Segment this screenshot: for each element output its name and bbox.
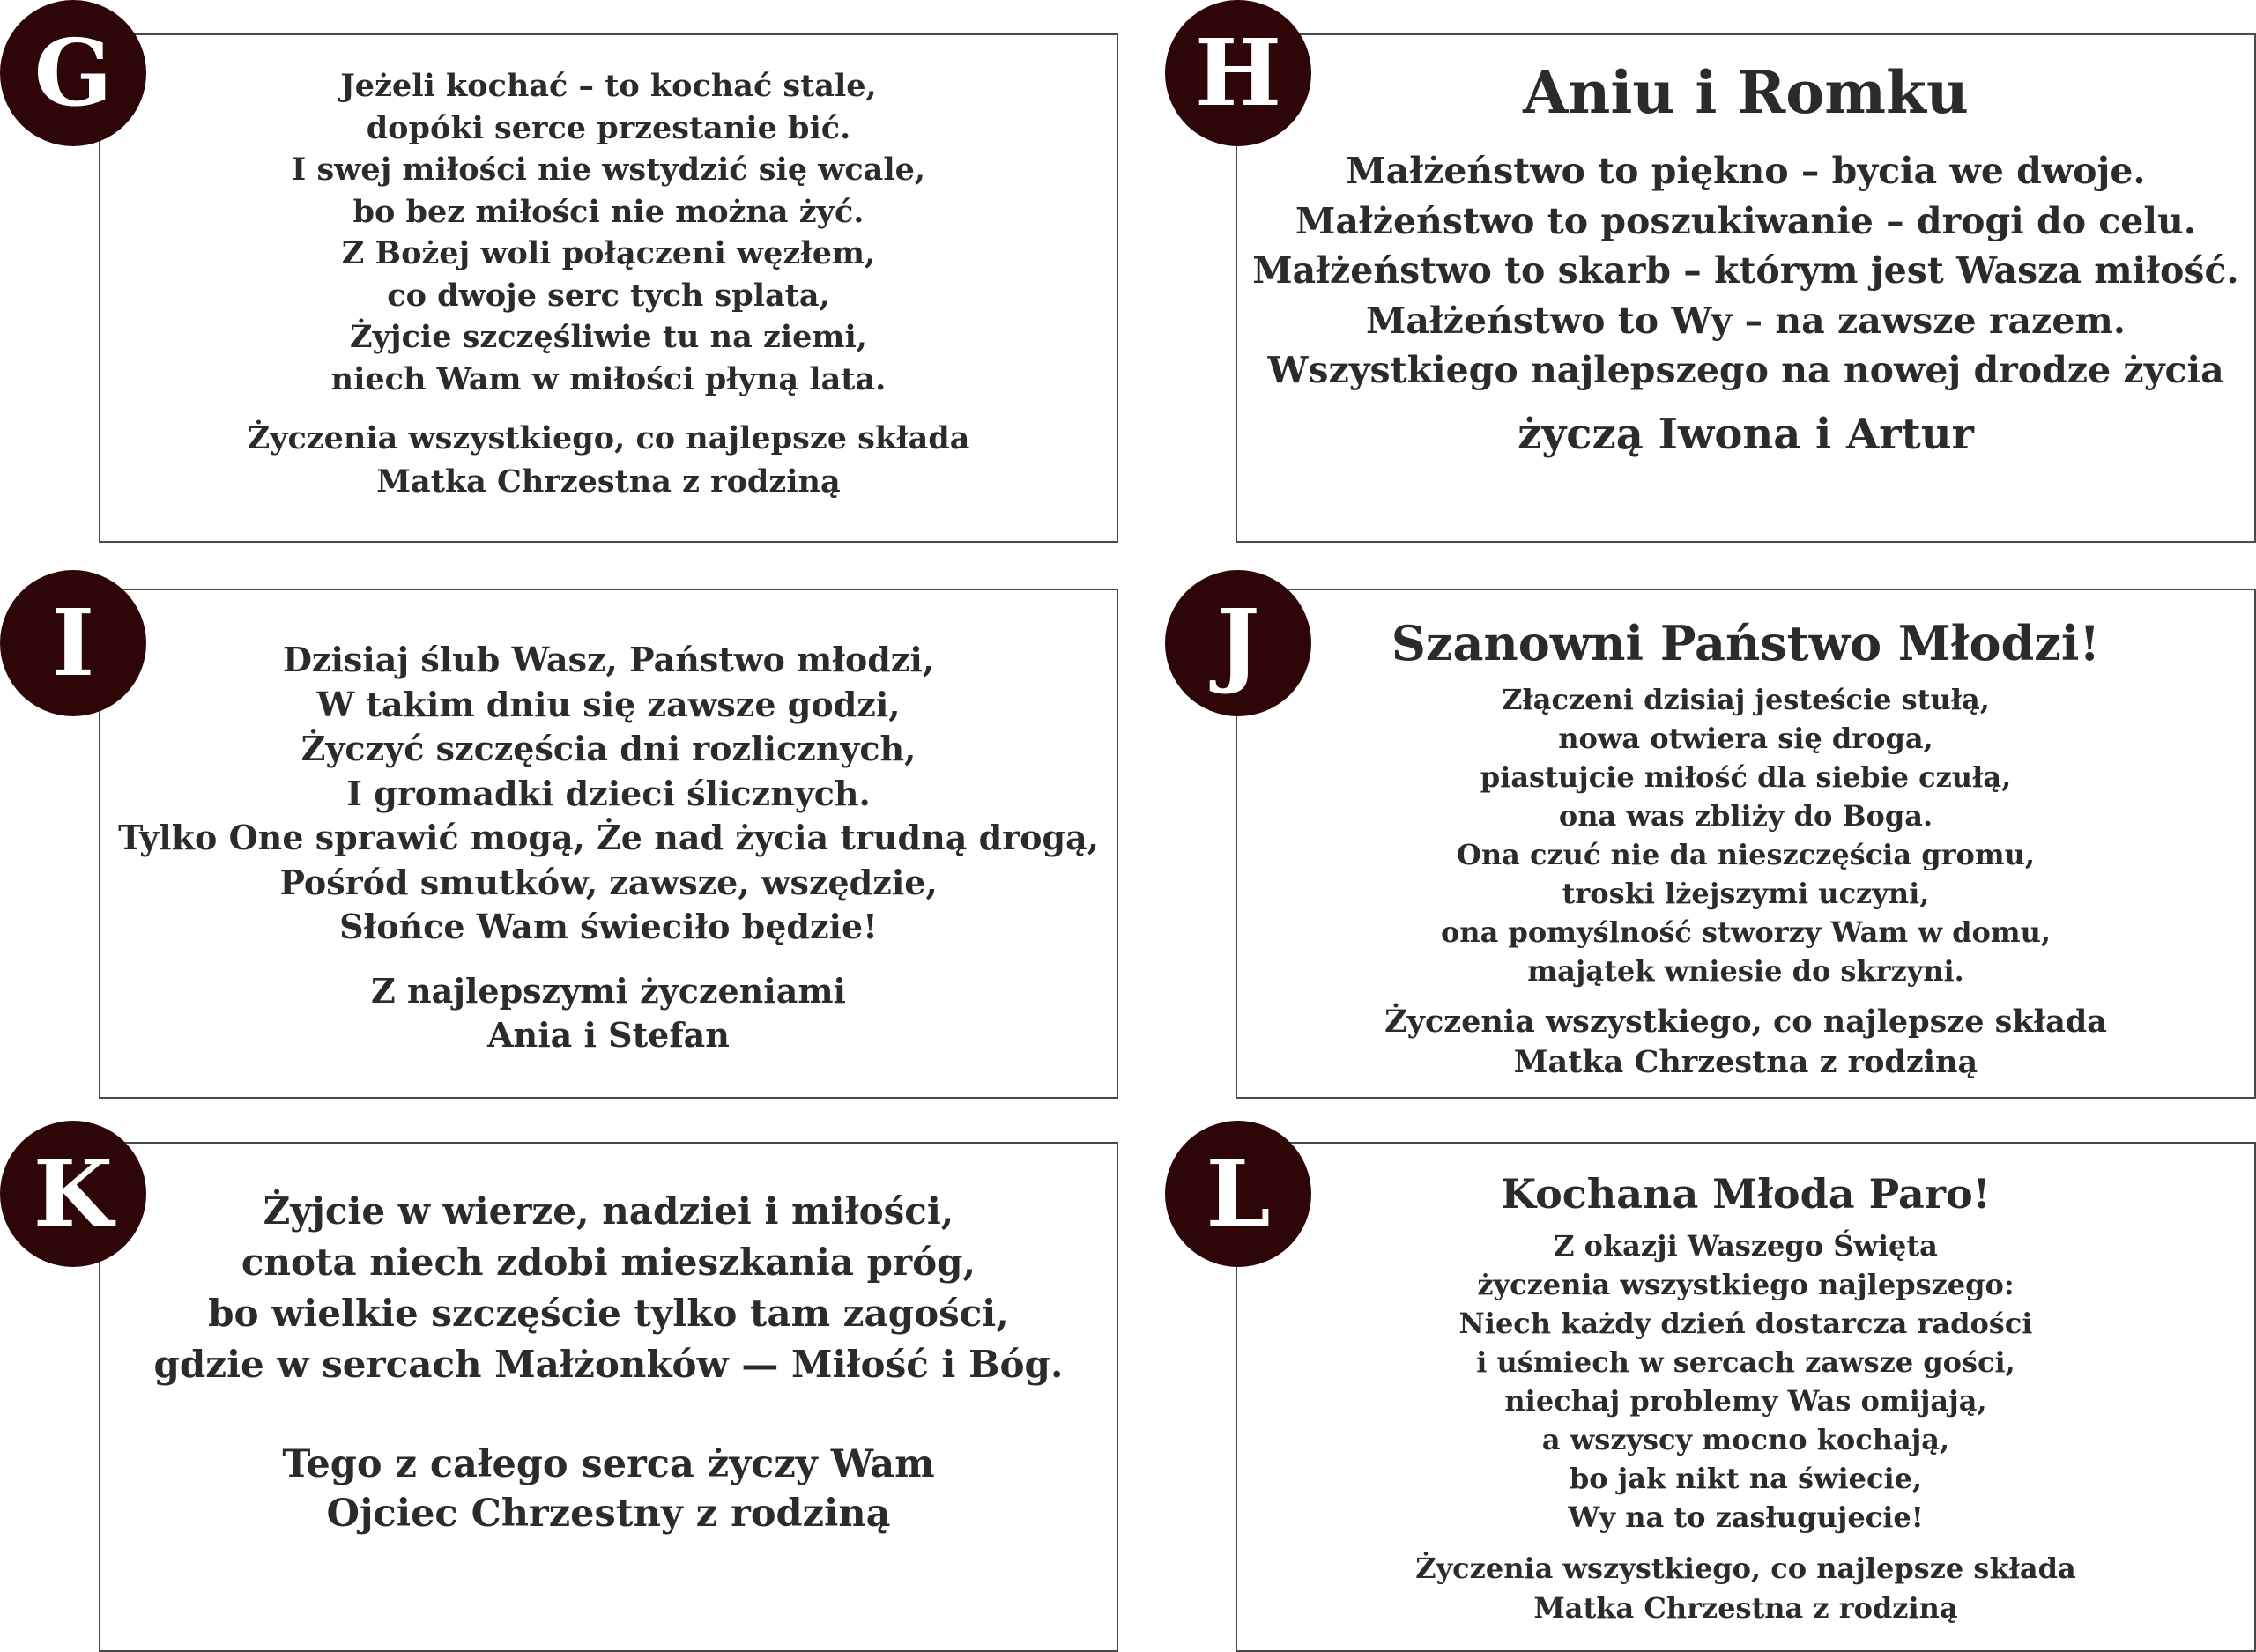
card-g-closing xyxy=(100,417,1117,503)
card-i-closing-line-2: Ania i Stefan xyxy=(487,1014,730,1055)
card-g-line-8: niech Wam w miłości płyną lata. xyxy=(330,360,887,397)
card-h-line-4: Małżeństwo to Wy – na zawsze razem. xyxy=(1365,299,2126,342)
card-g-closing-line-1: Życzenia wszystkiego, co najlepsze składa xyxy=(247,420,970,456)
card-j-line-5: Ona czuć nie da nieszczęścia gromu, xyxy=(1456,838,2036,871)
card-j-title: Szanowni Państwo Młodzi! xyxy=(1391,615,2101,671)
card-k-closing xyxy=(100,1440,1117,1538)
card-l-line-8: Wy na to zasługujecie! xyxy=(1568,1500,1924,1534)
card-i-line-3: Życzyć szczęścia dni rozlicznych, xyxy=(301,729,916,768)
card-h-title: Aniu i Romku xyxy=(1523,58,1969,127)
card-k-line-1: Żyjcie w wierze, nadziei i miłości, xyxy=(263,1189,954,1233)
card-k-line-2: cnota niech zdobi mieszkania próg, xyxy=(241,1241,976,1284)
card-j-closing-line-1: Życzenia wszystkiego, co najlepsze składa xyxy=(1384,1004,2107,1040)
card-k-text xyxy=(100,1186,1117,1538)
card-j-line-7: ona pomyślność stworzy Wam w domu, xyxy=(1440,915,2052,949)
card-i-line-4: I gromadki dzieci ślicznych. xyxy=(346,773,871,813)
card-h-line-2: Małżeństwo to poszukiwanie – drogi do celu. xyxy=(1295,199,2197,242)
card-i-line-1: Dzisiaj ślub Wasz, Państwo młodzi, xyxy=(282,640,935,679)
card-j-line-4: ona was zbliży do Boga. xyxy=(1558,799,1933,833)
card-k-letter-badge: K xyxy=(0,1121,146,1267)
card-i-line-2: W takim dniu się zawsze godzi, xyxy=(316,684,901,724)
card-g-line-5: Z Bożej woli połączeni węzłem, xyxy=(341,235,876,271)
card-l-line-2: życzenia wszystkiego najlepszego: xyxy=(1477,1268,2015,1301)
card-k xyxy=(99,1142,1118,1652)
card-h xyxy=(1236,33,2256,543)
card-i-line-6: Pośród smutków, zawsze, wszędzie, xyxy=(279,862,938,902)
card-j-line-1: Złączeni dzisiaj jesteście stułą, xyxy=(1502,683,1990,716)
card-j-line-8: majątek wniesie do skrzyni. xyxy=(1527,954,1964,988)
card-i-text xyxy=(100,638,1117,1057)
card-h-line-3: Małżeństwo to skarb – którym jest Wasza miłość. xyxy=(1252,249,2239,292)
card-i-closing-line-1: Z najlepszymi życzeniami xyxy=(371,970,846,1011)
card-j-line-3: piastujcie miłość dla siebie czułą, xyxy=(1480,760,2012,794)
card-h-closing-line-1: życzą Iwona i Artur xyxy=(1518,409,1974,459)
card-k-line-4: gdzie w sercach Małżonków — Miłość i Bóg. xyxy=(153,1343,1064,1386)
card-g-closing-line-2: Matka Chrzestna z rodziną xyxy=(376,463,841,500)
card-j-line-2: nowa otwiera się droga, xyxy=(1558,722,1933,755)
card-l-line-5: niechaj problemy Was omijają, xyxy=(1504,1384,1987,1418)
card-l-closing xyxy=(1237,1549,2254,1628)
card-j-closing xyxy=(1237,1002,2254,1083)
card-g-line-1: Jeżeli kochać – to kochać stale, xyxy=(340,68,877,104)
card-i-line-5: Tylko One sprawić mogą, Że nad życia trudną drogą, xyxy=(118,818,1099,857)
card-i-line-7: Słońce Wam świeciło będzie! xyxy=(339,907,878,946)
card-g-line-6: co dwoje serc tych splata, xyxy=(387,277,830,314)
card-j-text xyxy=(1237,610,2254,1083)
card-g-line-7: Żyjcie szczęśliwie tu na ziemi, xyxy=(350,319,867,355)
card-g xyxy=(99,33,1118,543)
card-h-text xyxy=(1237,53,2254,461)
card-l-line-6: a wszyscy mocno kochają, xyxy=(1541,1423,1950,1456)
card-l-text xyxy=(1237,1165,2254,1628)
card-l-line-3: Niech każdy dzień dostarcza radości xyxy=(1458,1307,2033,1340)
card-k-closing-line-1: Tego z całego serca życzy Wam xyxy=(282,1442,935,1486)
card-g-line-2: dopóki serce przestanie bić. xyxy=(366,109,851,146)
card-h-line-1: Małżeństwo to piękno – bycia we dwoje. xyxy=(1346,150,2146,192)
card-l-closing-line-1: Życzenia wszystkiego, co najlepsze składa xyxy=(1415,1552,2076,1585)
card-j xyxy=(1236,589,2256,1099)
card-i xyxy=(99,589,1118,1099)
card-k-line-3: bo wielkie szczęście tylko tam zagości, xyxy=(208,1292,1009,1335)
card-g-letter-badge: G xyxy=(0,0,146,146)
card-g-line-3: I swej miłości nie wstydzić się wcale, xyxy=(291,152,926,188)
card-l xyxy=(1236,1142,2256,1652)
card-i-letter-badge: I xyxy=(0,570,146,716)
card-j-line-6: troski lżejszymi uczyni, xyxy=(1562,877,1930,910)
card-l-line-4: i uśmiech w sercach zawsze gości, xyxy=(1476,1345,2015,1379)
card-j-closing-line-2: Matka Chrzestna z rodziną xyxy=(1513,1044,1978,1080)
card-l-letter-badge: L xyxy=(1165,1121,1311,1267)
card-l-title: Kochana Młoda Paro! xyxy=(1501,1170,1991,1218)
card-g-text xyxy=(100,65,1117,503)
card-l-line-7: bo jak nikt na świecie, xyxy=(1569,1462,1923,1495)
card-i-closing xyxy=(100,969,1117,1057)
card-h-line-5: Wszystkiego najlepszego na nowej drodze życia xyxy=(1267,349,2224,391)
card-j-letter-badge: J xyxy=(1165,570,1311,716)
card-k-closing-line-2: Ojciec Chrzestny z rodziną xyxy=(326,1492,891,1536)
card-l-line-1: Z okazji Waszego Święta xyxy=(1554,1229,1938,1263)
card-h-letter-badge: H xyxy=(1165,0,1311,146)
card-h-closing xyxy=(1237,408,2254,461)
card-l-closing-line-2: Matka Chrzestna z rodziną xyxy=(1533,1591,1958,1625)
card-g-line-4: bo bez miłości nie można żyć. xyxy=(352,193,865,230)
